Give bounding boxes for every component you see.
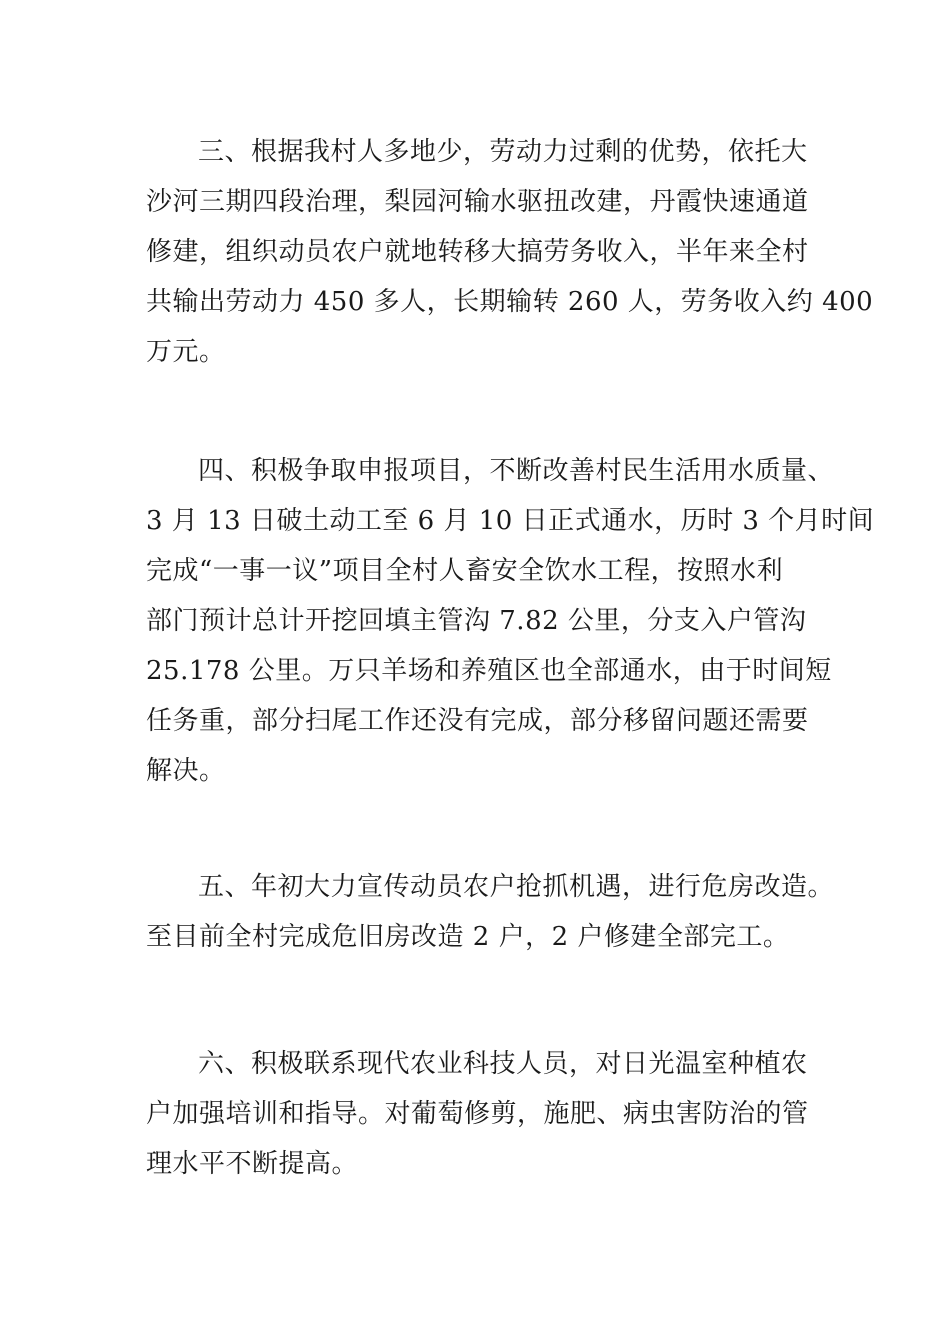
paragraph-line: 3 月 13 日破土动工至 6 月 10 日正式通水，历时 3 个月时间: [146, 506, 875, 536]
paragraph-line: 三、根据我村人多地少，劳动力过剩的优势，依托大: [198, 137, 808, 167]
paragraph-water-project: [146, 446, 875, 796]
paragraph-line: 六、积极联系现代农业科技人员，对日光温室种植农: [198, 1049, 808, 1079]
paragraph-line: 至目前全村完成危旧房改造 2 户，2 户修建全部完工。: [146, 922, 790, 952]
paragraph-line: 理水平不断提高。: [146, 1149, 359, 1179]
paragraph-line: 修建，组织动员农户就地转移大搞劳务收入，半年来全村: [146, 237, 809, 267]
paragraph-housing-renovation: [146, 862, 836, 962]
paragraph-line: 25.178 公里。万只羊场和养殖区也全部通水，由于时间短: [146, 656, 832, 686]
paragraph-agri-training: [146, 1039, 836, 1189]
paragraph-line: 五、年初大力宣传动员农户抢抓机遇，进行危房改造。: [198, 872, 835, 902]
paragraph-line: 部门预计总计开挖回填主管沟 7.82 公里，分支入户管沟: [146, 606, 807, 636]
paragraph-line: 万元。: [146, 337, 226, 367]
paragraph-line: 任务重，部分扫尾工作还没有完成，部分移留问题还需要: [146, 706, 809, 736]
paragraph-line: 户加强培训和指导。对葡萄修剪，施肥、病虫害防治的管: [146, 1099, 809, 1129]
paragraph-line: 沙河三期四段治理，梨园河输水驱扭改建，丹霞快速通道: [146, 187, 809, 217]
paragraph-labor-export: [146, 127, 874, 377]
paragraph-line: 解决。: [146, 756, 226, 786]
paragraph-line: 完成“一事一议”项目全村人畜安全饮水工程，按照水利: [146, 556, 784, 586]
paragraph-line: 共输出劳动力 450 多人，长期输转 260 人，劳务收入约 400: [146, 287, 874, 317]
paragraph-line: 四、积极争取申报项目，不断改善村民生活用水质量、: [198, 456, 835, 486]
